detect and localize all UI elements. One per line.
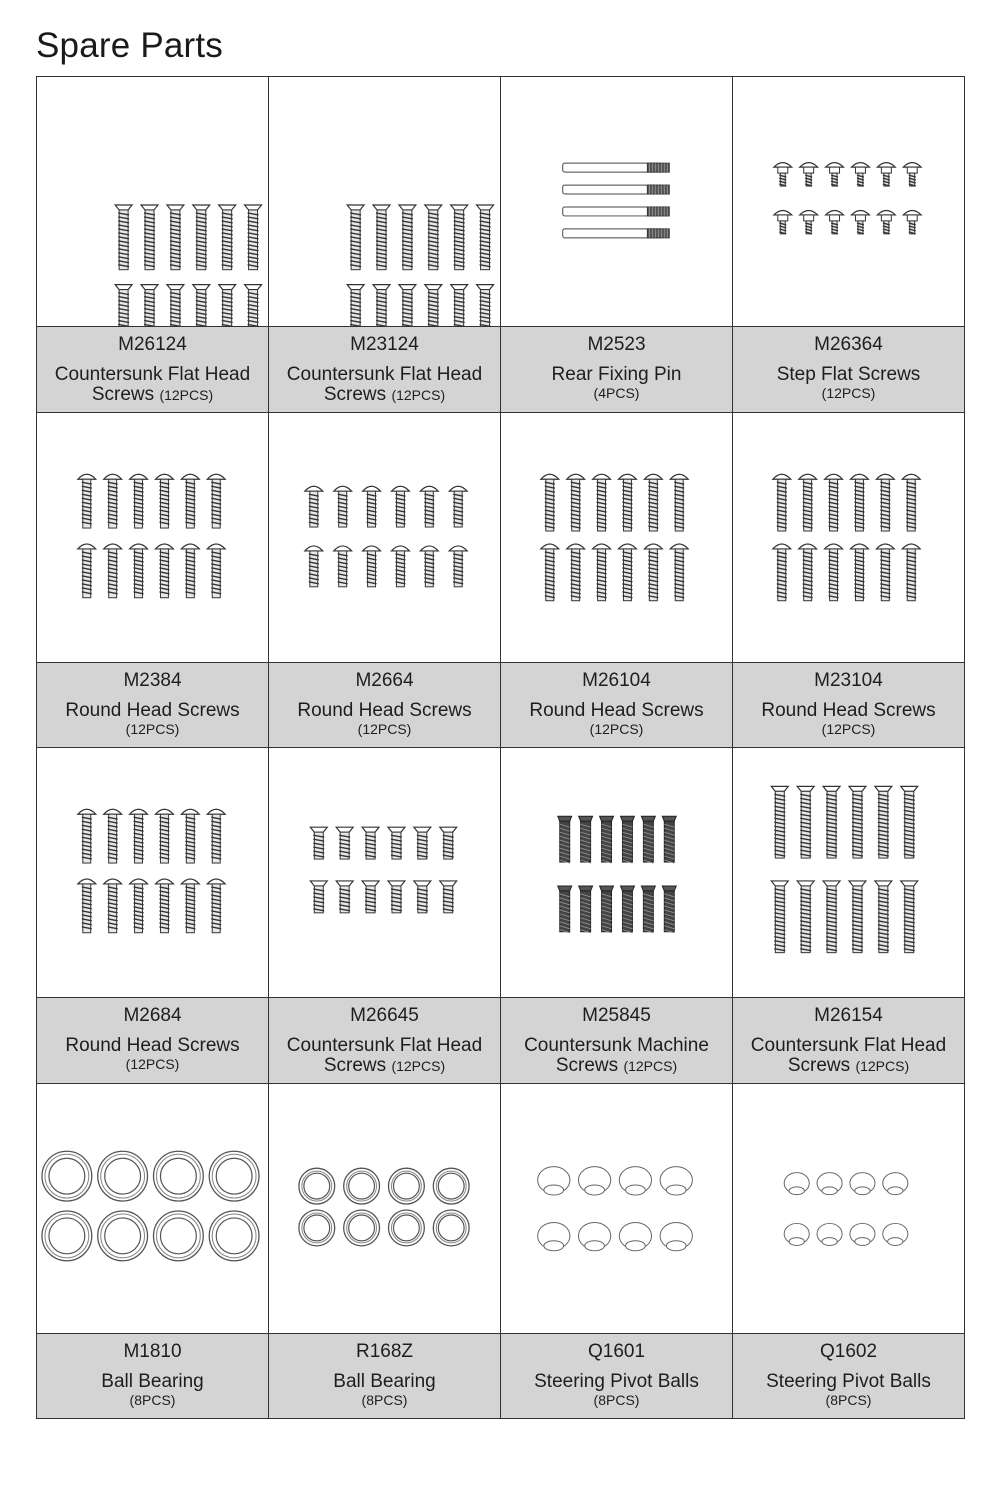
part-code: M25845 xyxy=(582,1005,651,1026)
part-name-line2 xyxy=(37,385,268,405)
part-label xyxy=(733,326,964,412)
part-quantity: (8PCS) xyxy=(825,1391,872,1408)
part-name-cont: Screws xyxy=(787,1055,851,1076)
round-head-screw-icon xyxy=(37,748,268,997)
fixing-pin-icon xyxy=(501,77,732,326)
part-card xyxy=(269,1084,501,1420)
part-name: Countersunk Flat Head xyxy=(54,364,251,385)
round-head-screw-icon xyxy=(269,413,500,662)
part-label xyxy=(269,662,500,748)
part-name: Steering Pivot Balls xyxy=(534,1370,699,1392)
part-code: M26645 xyxy=(350,1005,419,1026)
machine-screw-icon xyxy=(501,748,732,997)
part-name: Ball Bearing xyxy=(101,1370,204,1392)
part-image xyxy=(37,1084,268,1333)
part-card xyxy=(37,413,269,749)
part-quantity: (12PCS) xyxy=(391,1058,446,1074)
part-image xyxy=(37,413,268,662)
part-code: M26364 xyxy=(814,334,883,355)
part-name: Round Head Screws xyxy=(761,699,936,721)
part-label xyxy=(733,997,964,1083)
part-code: M26124 xyxy=(118,334,187,355)
part-quantity: (12PCS) xyxy=(821,385,876,401)
part-code: M2684 xyxy=(123,1005,182,1026)
part-quantity: (12PCS) xyxy=(357,720,412,737)
part-card xyxy=(501,1084,733,1420)
part-image xyxy=(37,748,268,997)
part-label xyxy=(733,1333,964,1419)
part-quantity: (8PCS) xyxy=(361,1391,408,1408)
part-code: M23104 xyxy=(814,669,883,691)
part-name: Round Head Screws xyxy=(65,1035,240,1056)
part-name: Steering Pivot Balls xyxy=(766,1370,931,1392)
part-quantity: (12PCS) xyxy=(159,387,214,403)
part-name-line2 xyxy=(733,1056,964,1076)
part-name-cont: Screws xyxy=(323,1055,387,1076)
part-image xyxy=(733,413,964,662)
part-name-line2 xyxy=(269,385,500,405)
part-code: M2664 xyxy=(355,669,414,691)
part-label xyxy=(37,1333,268,1419)
part-label xyxy=(733,662,964,748)
part-label xyxy=(37,326,268,412)
part-name: Countersunk Machine xyxy=(524,1035,709,1056)
round-head-screw-icon xyxy=(37,413,268,662)
countersunk-screw-icon xyxy=(269,748,500,997)
countersunk-screw-icon xyxy=(37,77,268,326)
part-label xyxy=(501,326,732,412)
part-image xyxy=(733,1084,964,1333)
parts-grid xyxy=(36,76,965,1419)
part-label xyxy=(501,1333,732,1419)
part-quantity: (8PCS) xyxy=(593,1391,640,1408)
part-card xyxy=(501,413,733,749)
part-image xyxy=(501,1084,732,1333)
pivot-ball-icon xyxy=(733,1084,964,1333)
part-card xyxy=(733,77,965,413)
part-image xyxy=(501,748,732,997)
ball-bearing-icon xyxy=(37,1084,268,1333)
part-label xyxy=(269,997,500,1083)
round-head-screw-icon xyxy=(501,413,732,662)
part-name: Round Head Screws xyxy=(297,699,472,721)
part-name: Rear Fixing Pin xyxy=(551,364,682,385)
part-card xyxy=(37,1084,269,1420)
part-image xyxy=(269,1084,500,1333)
part-code: M2523 xyxy=(587,334,646,355)
part-label xyxy=(501,997,732,1083)
part-name: Round Head Screws xyxy=(529,699,704,721)
part-label xyxy=(37,662,268,748)
part-quantity: (12PCS) xyxy=(821,720,876,737)
round-head-screw-icon xyxy=(733,413,964,662)
countersunk-screw-icon xyxy=(733,748,964,997)
part-card xyxy=(501,77,733,413)
part-code: R168Z xyxy=(355,1340,414,1362)
part-card xyxy=(269,77,501,413)
part-card xyxy=(37,77,269,413)
part-card xyxy=(733,413,965,749)
ball-bearing-icon xyxy=(269,1084,500,1333)
part-code: M2384 xyxy=(123,669,182,691)
part-image xyxy=(269,748,500,997)
part-card xyxy=(501,748,733,1084)
part-name-line2 xyxy=(501,1056,732,1076)
part-code: M23124 xyxy=(350,334,419,355)
part-image xyxy=(501,413,732,662)
part-quantity: (12PCS) xyxy=(623,1058,678,1074)
part-label xyxy=(501,662,732,748)
part-name: Countersunk Flat Head xyxy=(750,1035,947,1056)
countersunk-screw-icon xyxy=(269,77,500,326)
part-name: Step Flat Screws xyxy=(776,364,921,385)
part-card xyxy=(733,748,965,1084)
part-name: Round Head Screws xyxy=(65,699,240,721)
part-card xyxy=(733,1084,965,1420)
part-name-cont: Screws xyxy=(555,1055,619,1076)
part-image xyxy=(269,413,500,662)
part-quantity: (8PCS) xyxy=(129,1391,176,1408)
page-title: Spare Parts xyxy=(36,26,224,65)
part-image xyxy=(733,748,964,997)
part-quantity: (12PCS) xyxy=(855,1058,910,1074)
part-image xyxy=(501,77,732,326)
part-name: Countersunk Flat Head xyxy=(286,364,483,385)
part-code: M1810 xyxy=(123,1340,182,1362)
part-name: Ball Bearing xyxy=(333,1370,436,1392)
part-name-cont: Screws xyxy=(323,384,387,405)
part-code: Q1602 xyxy=(819,1340,878,1362)
part-quantity: (12PCS) xyxy=(391,387,446,403)
part-name-cont: Screws xyxy=(91,384,155,405)
part-code: Q1601 xyxy=(587,1340,646,1362)
pivot-ball-icon xyxy=(501,1084,732,1333)
part-card xyxy=(269,748,501,1084)
part-name-line2 xyxy=(269,1056,500,1076)
part-image xyxy=(37,77,268,326)
part-label xyxy=(37,997,268,1083)
part-quantity: (12PCS) xyxy=(125,720,180,737)
part-card xyxy=(269,413,501,749)
part-quantity: (4PCS) xyxy=(593,385,640,401)
part-label xyxy=(269,1333,500,1419)
part-code: M26154 xyxy=(814,1005,883,1026)
part-quantity: (12PCS) xyxy=(125,1056,180,1072)
part-card xyxy=(37,748,269,1084)
part-label xyxy=(269,326,500,412)
part-image xyxy=(269,77,500,326)
part-name: Countersunk Flat Head xyxy=(286,1035,483,1056)
part-image xyxy=(733,77,964,326)
part-code: M26104 xyxy=(582,669,651,691)
step-screw-icon xyxy=(733,77,964,326)
part-quantity: (12PCS) xyxy=(589,720,644,737)
